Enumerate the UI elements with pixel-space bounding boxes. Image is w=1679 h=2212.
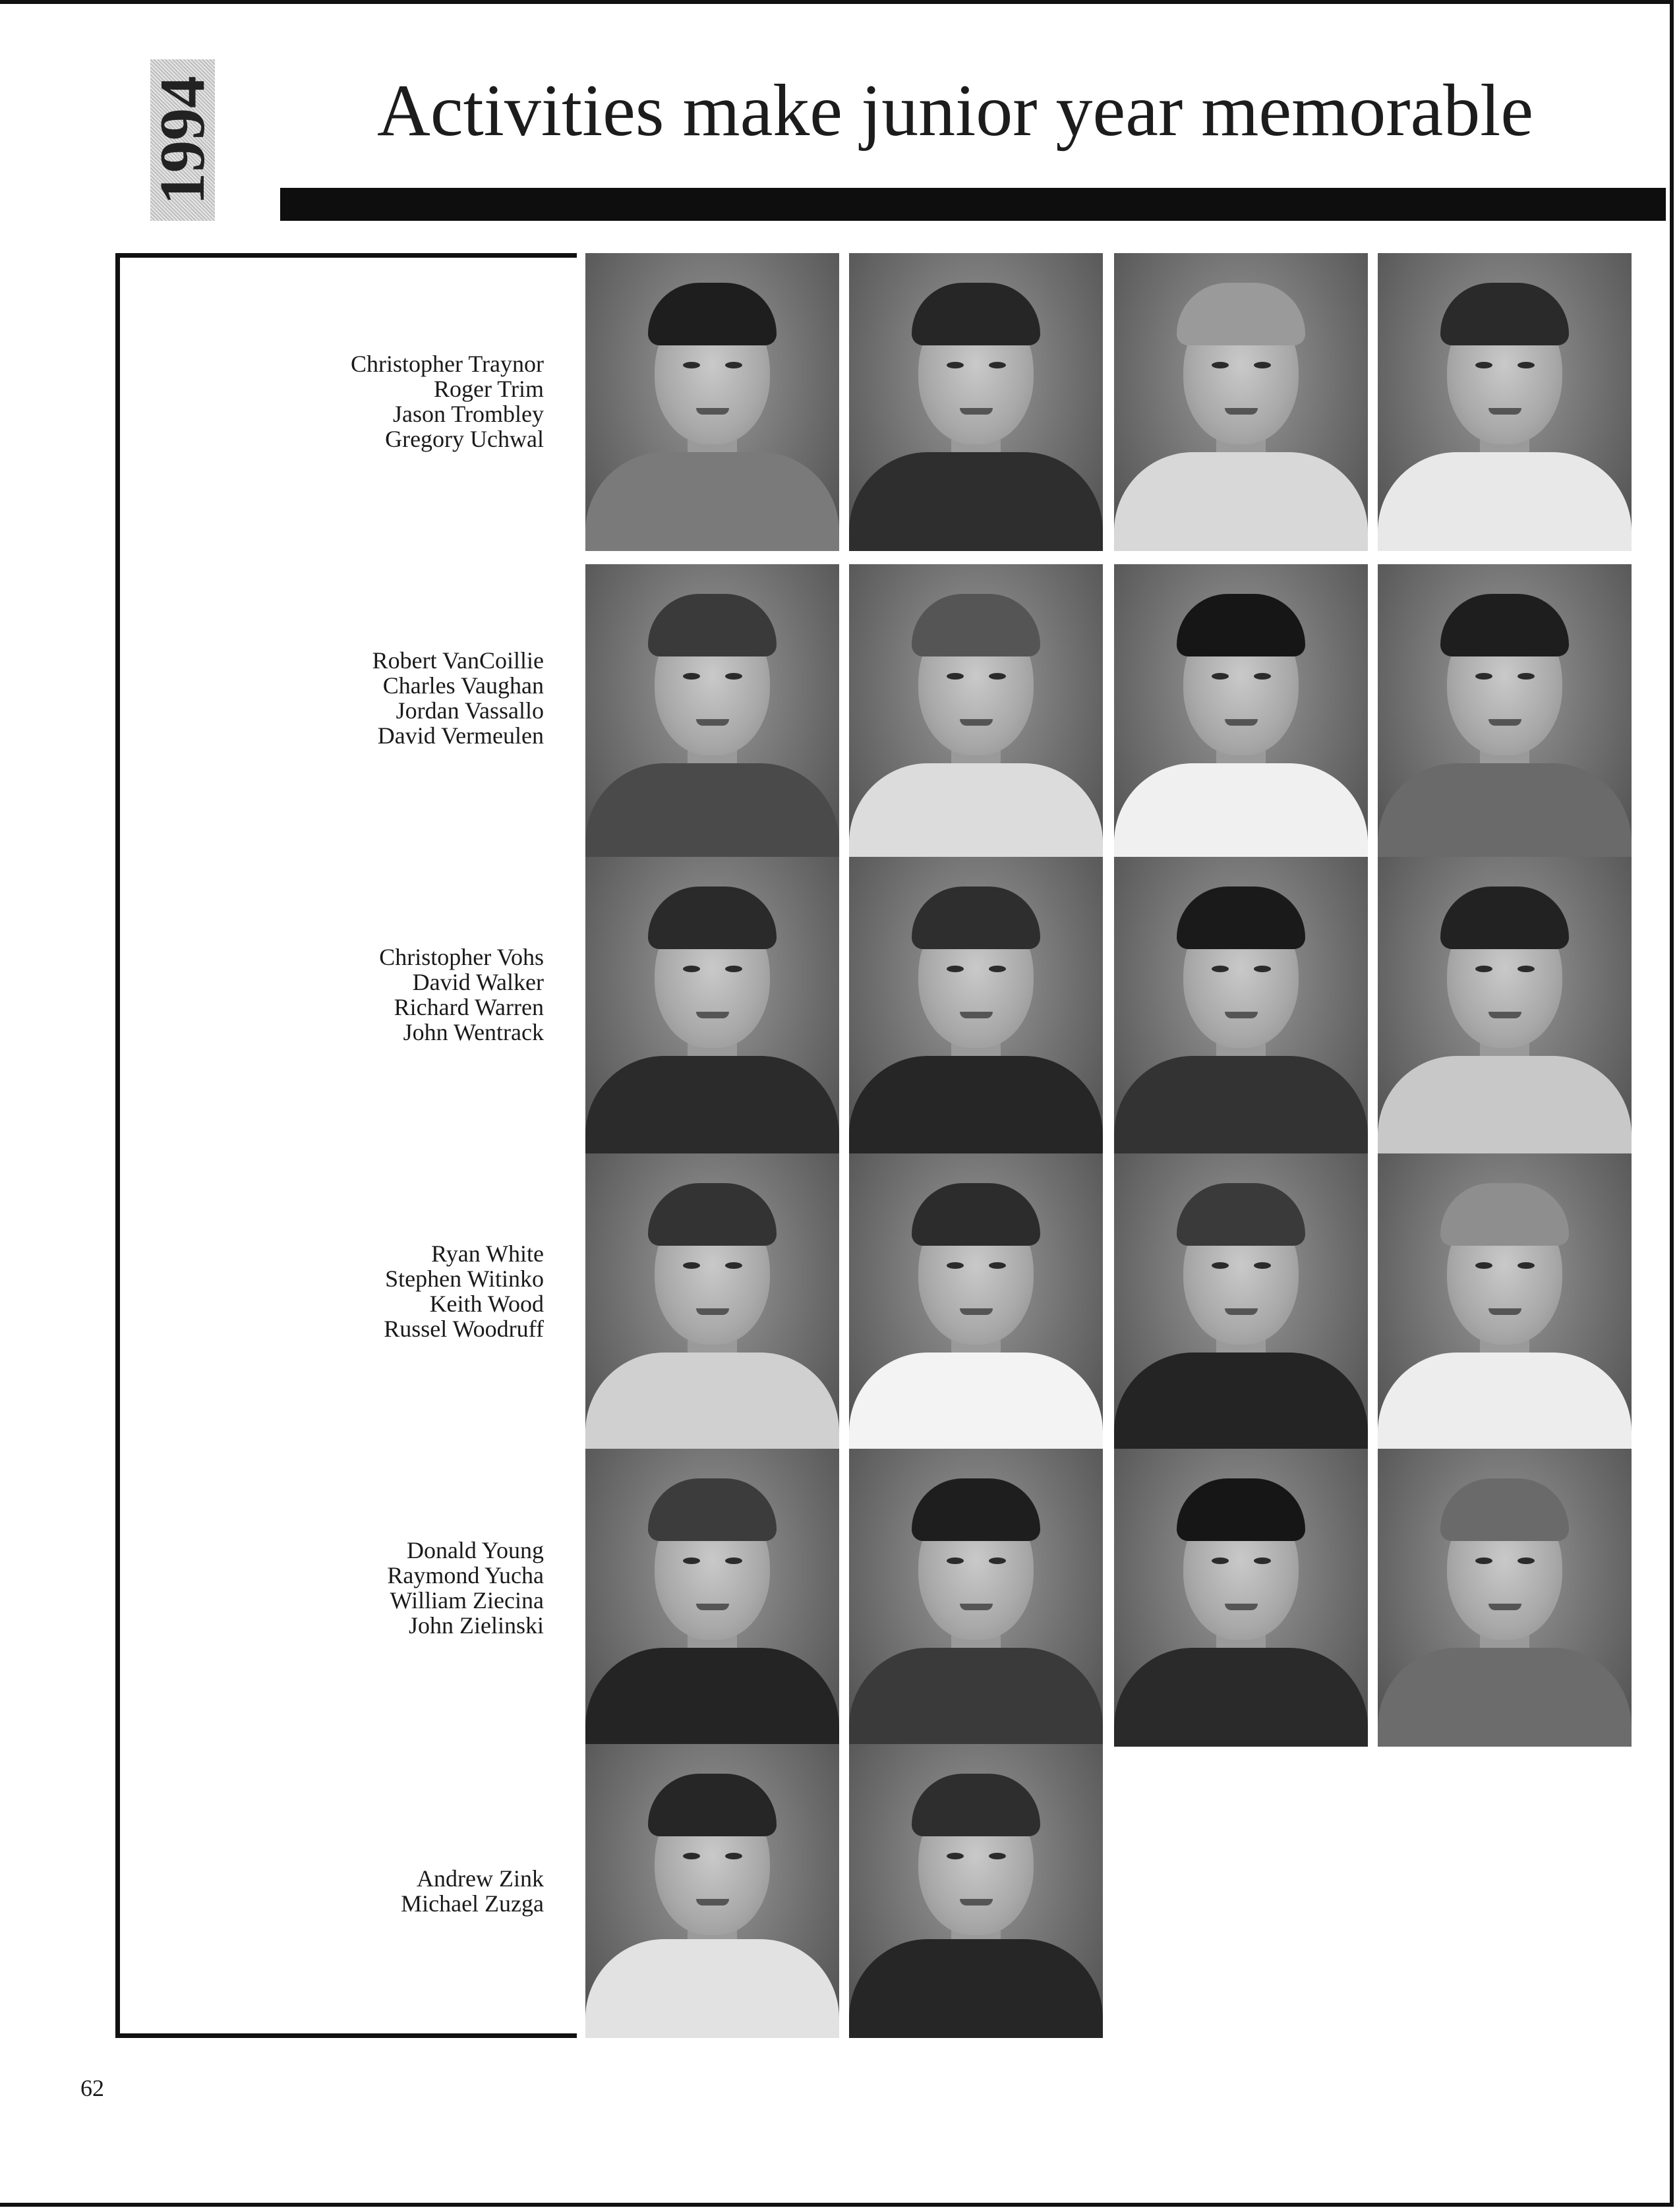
portrait-eye <box>1212 1262 1229 1269</box>
portrait-mouth <box>960 719 993 726</box>
portrait-shirt <box>585 1353 839 1451</box>
student-name: John Wentrack <box>403 1019 544 1045</box>
portrait-eye <box>947 1262 964 1269</box>
portrait-eye <box>947 966 964 972</box>
portrait-eye <box>1517 1557 1535 1564</box>
portrait-shirt <box>849 452 1103 551</box>
portrait-shirt <box>1378 1648 1632 1747</box>
portrait-eye <box>1475 673 1492 680</box>
portrait-mouth <box>1225 1604 1258 1610</box>
student-portrait <box>585 1153 839 1451</box>
portrait-eye <box>1212 362 1229 368</box>
portrait-shirt <box>1114 1353 1368 1451</box>
names-panel <box>115 253 577 2038</box>
portrait-shirt <box>1114 452 1368 551</box>
student-name: Stephen Witinko <box>385 1266 544 1292</box>
portrait-eye <box>947 673 964 680</box>
student-name: Ryan White <box>431 1240 544 1267</box>
portrait-shirt <box>1378 763 1632 862</box>
student-portrait <box>585 564 839 862</box>
student-portrait <box>1114 1153 1368 1451</box>
student-portrait <box>849 1153 1103 1451</box>
student-name: Roger Trim <box>433 376 544 402</box>
student-name: Andrew Zink <box>417 1865 544 1892</box>
student-name: Robert VanCoillie <box>372 647 544 674</box>
portrait-eye <box>725 1853 742 1859</box>
student-portrait <box>1378 564 1632 862</box>
portrait-mouth <box>696 1899 729 1906</box>
name-group-3 <box>379 945 544 1045</box>
year-tab <box>147 59 218 221</box>
portrait-mouth <box>1488 408 1521 415</box>
portrait-eye <box>683 1853 700 1859</box>
student-portrait <box>849 1449 1103 1747</box>
portrait-eye <box>947 1853 964 1859</box>
student-name: Christopher Traynor <box>350 351 544 377</box>
student-name: Donald Young <box>406 1537 544 1563</box>
portrait-eye <box>1212 673 1229 680</box>
portrait-mouth <box>1488 1308 1521 1315</box>
student-portrait <box>1378 1153 1632 1451</box>
portrait-shirt <box>1114 1056 1368 1155</box>
student-portrait <box>1114 253 1368 551</box>
portrait-eye <box>989 362 1006 368</box>
name-group-6 <box>401 1866 544 1916</box>
portrait-eye <box>1517 966 1535 972</box>
portrait-eye <box>683 966 700 972</box>
student-portrait <box>849 1744 1103 2038</box>
student-portrait <box>585 1744 839 2038</box>
portrait-shirt <box>1378 1056 1632 1155</box>
portrait-mouth <box>960 408 993 415</box>
student-portrait <box>1378 857 1632 1155</box>
student-portrait <box>1378 253 1632 551</box>
portrait-shirt <box>1378 1353 1632 1451</box>
portrait-mouth <box>1488 1604 1521 1610</box>
student-name: Michael Zuzga <box>401 1890 544 1917</box>
student-name: David Walker <box>412 969 544 995</box>
portrait-mouth <box>1225 719 1258 726</box>
portrait-mouth <box>1225 1308 1258 1315</box>
portrait-eye <box>989 1557 1006 1564</box>
portrait-shirt <box>1114 1648 1368 1747</box>
portrait-mouth <box>960 1899 993 1906</box>
portrait-mouth <box>960 1308 993 1315</box>
student-portrait <box>1378 1449 1632 1747</box>
student-name: Christopher Vohs <box>379 944 544 970</box>
student-name: Charles Vaughan <box>382 672 544 699</box>
name-group-5 <box>387 1538 544 1638</box>
student-portrait <box>585 1449 839 1747</box>
name-group-4 <box>384 1241 544 1341</box>
title-rule <box>280 188 1666 221</box>
student-portrait <box>849 857 1103 1155</box>
portrait-eye <box>1517 362 1535 368</box>
portrait-mouth <box>1488 719 1521 726</box>
portrait-eye <box>947 362 964 368</box>
portrait-eye <box>1254 362 1271 368</box>
portrait-eye <box>1212 1557 1229 1564</box>
portrait-mouth <box>696 719 729 726</box>
student-portrait <box>849 253 1103 551</box>
portrait-eye <box>1475 1262 1492 1269</box>
portrait-eye <box>1475 362 1492 368</box>
name-group-2 <box>372 648 544 748</box>
portrait-shirt <box>849 763 1103 862</box>
portrait-eye <box>725 966 742 972</box>
portrait-eye <box>1517 1262 1535 1269</box>
portrait-mouth <box>696 1604 729 1610</box>
portrait-shirt <box>585 763 839 862</box>
portrait-mouth <box>1225 1012 1258 1018</box>
portrait-shirt <box>585 1939 839 2038</box>
student-name: Russel Woodruff <box>384 1316 544 1342</box>
portrait-eye <box>1254 966 1271 972</box>
name-group-1 <box>351 351 544 451</box>
student-name: Gregory Uchwal <box>385 426 544 452</box>
portrait-eye <box>989 966 1006 972</box>
portrait-shirt <box>585 1648 839 1747</box>
portrait-shirt <box>585 452 839 551</box>
student-name: Jason Trombley <box>392 401 544 427</box>
student-portrait <box>1114 564 1368 862</box>
portrait-shirt <box>1114 763 1368 862</box>
portrait-eye <box>1254 1262 1271 1269</box>
portrait-mouth <box>960 1012 993 1018</box>
student-name: Jordan Vassallo <box>396 697 544 724</box>
student-name: Richard Warren <box>394 994 544 1020</box>
portrait-eye <box>947 1557 964 1564</box>
portrait-eye <box>989 1853 1006 1859</box>
portrait-eye <box>725 362 742 368</box>
portrait-eye <box>989 1262 1006 1269</box>
student-portrait <box>585 253 839 551</box>
portrait-eye <box>1517 673 1535 680</box>
portrait-eye <box>989 673 1006 680</box>
portrait-eye <box>725 1262 742 1269</box>
portrait-mouth <box>1225 408 1258 415</box>
portrait-eye <box>683 1557 700 1564</box>
portrait-mouth <box>696 1308 729 1315</box>
portrait-eye <box>1475 1557 1492 1564</box>
portrait-shirt <box>849 1056 1103 1155</box>
portrait-mouth <box>696 1012 729 1018</box>
portrait-eye <box>725 1557 742 1564</box>
student-portrait <box>1114 1449 1368 1747</box>
portrait-eye <box>1254 673 1271 680</box>
student-name: John Zielinski <box>409 1612 544 1639</box>
portrait-shirt <box>849 1353 1103 1451</box>
student-portrait <box>849 564 1103 862</box>
portrait-eye <box>1254 1557 1271 1564</box>
page-number: 62 <box>80 2075 104 2101</box>
portrait-mouth <box>696 408 729 415</box>
student-name: Raymond Yucha <box>387 1562 544 1588</box>
portrait-eye <box>683 673 700 680</box>
student-name: Keith Wood <box>429 1291 544 1317</box>
page-title: Activities make junior year memorable <box>377 70 1534 152</box>
portrait-shirt <box>849 1939 1103 2038</box>
student-name: William Ziecina <box>390 1587 544 1614</box>
portrait-mouth <box>960 1604 993 1610</box>
portrait-shirt <box>1378 452 1632 551</box>
student-name: David Vermeulen <box>377 722 544 749</box>
portrait-eye <box>1212 966 1229 972</box>
student-portrait <box>1114 857 1368 1155</box>
portrait-eye <box>683 1262 700 1269</box>
portrait-shirt <box>849 1648 1103 1747</box>
portrait-eye <box>1475 966 1492 972</box>
portrait-mouth <box>1488 1012 1521 1018</box>
student-portrait <box>585 857 839 1155</box>
portrait-eye <box>725 673 742 680</box>
portrait-shirt <box>585 1056 839 1155</box>
year-label: 1994 <box>147 75 218 205</box>
portrait-eye <box>683 362 700 368</box>
